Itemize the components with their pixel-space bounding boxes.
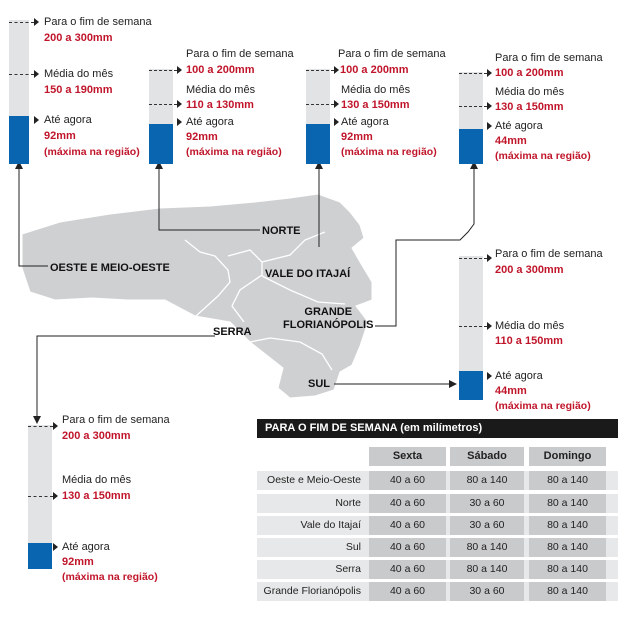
sofar-pointer	[53, 543, 58, 551]
weekend-value: 100 a 200mm	[186, 64, 255, 76]
sofar-label: Até agora	[495, 120, 543, 132]
month-pointer	[177, 100, 182, 108]
max-note: (máxima na região)	[495, 150, 591, 162]
region-label-serra: SERRA	[213, 326, 252, 338]
month-pointer	[334, 100, 339, 108]
month-label: Média do mês	[495, 320, 565, 332]
weekend-label: Para o fim de semana	[338, 48, 446, 60]
weekend-value: 100 a 200mm	[340, 64, 409, 76]
region-label-grande-line1: GRANDE	[304, 306, 353, 318]
month-value: 110 a 130mm	[186, 99, 254, 111]
table-cell: 80 a 140	[529, 494, 606, 513]
gauge-tube	[149, 69, 173, 164]
table-cell: 30 a 60	[450, 516, 524, 535]
table-cell: 80 a 140	[529, 516, 606, 535]
sofar-value: 92mm	[44, 130, 76, 142]
sofar-label: Até agora	[186, 116, 234, 128]
gauge-fill-vale	[306, 124, 330, 164]
table-cell: 40 a 60	[369, 560, 446, 579]
sofar-pointer	[177, 118, 182, 126]
col-header-domingo: Domingo	[529, 447, 606, 466]
weekend-pointer	[487, 69, 492, 77]
region-label-grande-line2: FLORIANÓPOLIS	[283, 319, 374, 331]
table-cell: 80 a 140	[450, 560, 524, 579]
col-header-sabado: Sábado	[450, 447, 524, 466]
weekend-marker	[459, 258, 487, 259]
month-label: Média do mês	[186, 84, 256, 96]
weekend-pointer	[53, 422, 58, 430]
weekend-label: Para o fim de semana	[495, 52, 603, 64]
weekend-label: Para o fim de semana	[495, 248, 603, 260]
gauge-tube	[459, 72, 483, 164]
month-pointer	[487, 322, 492, 330]
sofar-pointer	[334, 118, 339, 126]
weekend-marker	[459, 73, 487, 74]
month-value: 150 a 190mm	[44, 84, 113, 96]
sofar-label: Até agora	[44, 114, 92, 126]
weekend-marker	[28, 426, 53, 427]
sofar-value: 44mm	[495, 385, 527, 397]
region-label-sul: SUL	[308, 378, 330, 390]
weekend-marker	[306, 70, 334, 71]
row-label: Vale do Itajaí	[300, 519, 361, 531]
weekend-value: 200 a 300mm	[495, 264, 564, 276]
gauge-tube	[306, 69, 330, 164]
sofar-value: 92mm	[62, 556, 94, 568]
gauge-fill-serra	[28, 543, 52, 569]
month-marker	[306, 104, 334, 105]
month-marker	[459, 326, 487, 327]
weekend-pointer	[334, 66, 339, 74]
sofar-label: Até agora	[495, 370, 543, 382]
max-note: (máxima na região)	[62, 571, 158, 583]
table-cell: 80 a 140	[529, 582, 606, 601]
gauge-fill-norte	[149, 124, 173, 164]
row-label: Grande Florianópolis	[263, 585, 361, 597]
max-note: (máxima na região)	[186, 146, 282, 158]
gauge-fill-grande	[459, 129, 483, 164]
table-cell: 40 a 60	[369, 516, 446, 535]
sofar-pointer	[487, 372, 492, 380]
sofar-value: 92mm	[341, 131, 373, 143]
table-cell: 40 a 60	[369, 471, 446, 490]
month-pointer	[34, 70, 39, 78]
gauge-fill-sul	[459, 371, 483, 400]
region-label-vale: VALE DO ITAJAÍ	[265, 268, 351, 280]
month-label: Média do mês	[44, 68, 114, 80]
month-marker	[9, 74, 34, 75]
month-pointer	[487, 102, 492, 110]
month-pointer	[53, 492, 58, 500]
row-label: Serra	[335, 563, 361, 575]
month-value: 130 a 150mm	[62, 490, 131, 502]
table-cell: 80 a 140	[529, 471, 606, 490]
month-label: Média do mês	[341, 84, 411, 96]
month-marker	[28, 496, 53, 497]
weekend-label: Para o fim de semana	[62, 414, 170, 426]
col-header-sexta: Sexta	[369, 447, 446, 466]
gauge-tube	[9, 20, 29, 164]
gauge-fill-oeste	[9, 116, 29, 164]
sofar-value: 92mm	[186, 131, 218, 143]
sofar-value: 44mm	[495, 135, 527, 147]
sofar-pointer	[487, 122, 492, 130]
weekend-pointer	[34, 18, 39, 26]
table-cell: 40 a 60	[369, 538, 446, 557]
sofar-pointer	[34, 116, 39, 124]
month-value: 130 a 150mm	[495, 101, 564, 113]
weekend-label: Para o fim de semana	[44, 16, 152, 28]
table-cell: 30 a 60	[450, 582, 524, 601]
table-cell: 80 a 140	[529, 560, 606, 579]
month-value: 130 a 150mm	[341, 99, 410, 111]
weekend-value: 200 a 300mm	[44, 32, 113, 44]
weekend-value: 200 a 300mm	[62, 430, 131, 442]
row-label: Sul	[345, 541, 361, 553]
weekend-marker	[149, 70, 177, 71]
sofar-label: Até agora	[62, 541, 110, 553]
month-label: Média do mês	[495, 86, 565, 98]
row-label: Oeste e Meio-Oeste	[267, 474, 361, 486]
table-cell: 30 a 60	[450, 494, 524, 513]
region-label-norte: NORTE	[262, 225, 301, 237]
table-cell: 40 a 60	[369, 582, 446, 601]
row-label: Norte	[335, 497, 361, 509]
month-marker	[459, 106, 487, 107]
max-note: (máxima na região)	[495, 400, 591, 412]
gauge-tube	[459, 256, 483, 400]
weekend-label: Para o fim de semana	[186, 48, 294, 60]
table-cell: 80 a 140	[450, 471, 524, 490]
weekend-value: 100 a 200mm	[495, 67, 564, 79]
sofar-label: Até agora	[341, 116, 389, 128]
region-label-grande	[283, 306, 373, 332]
region-label-oeste: OESTE E MEIO-OESTE	[50, 262, 170, 274]
month-marker	[149, 104, 177, 105]
month-label: Média do mês	[62, 474, 132, 486]
weekend-pointer	[487, 254, 492, 262]
table-cell: 80 a 140	[450, 538, 524, 557]
weekend-pointer	[177, 66, 182, 74]
max-note: (máxima na região)	[341, 146, 437, 158]
month-value: 110 a 150mm	[495, 335, 563, 347]
table-cell: 40 a 60	[369, 494, 446, 513]
table-cell: 80 a 140	[529, 538, 606, 557]
gauge-tube	[28, 425, 52, 569]
table-title: PARA O FIM DE SEMANA (em milímetros)	[257, 419, 618, 438]
weekend-marker	[9, 22, 34, 23]
max-note: (máxima na região)	[44, 146, 140, 158]
